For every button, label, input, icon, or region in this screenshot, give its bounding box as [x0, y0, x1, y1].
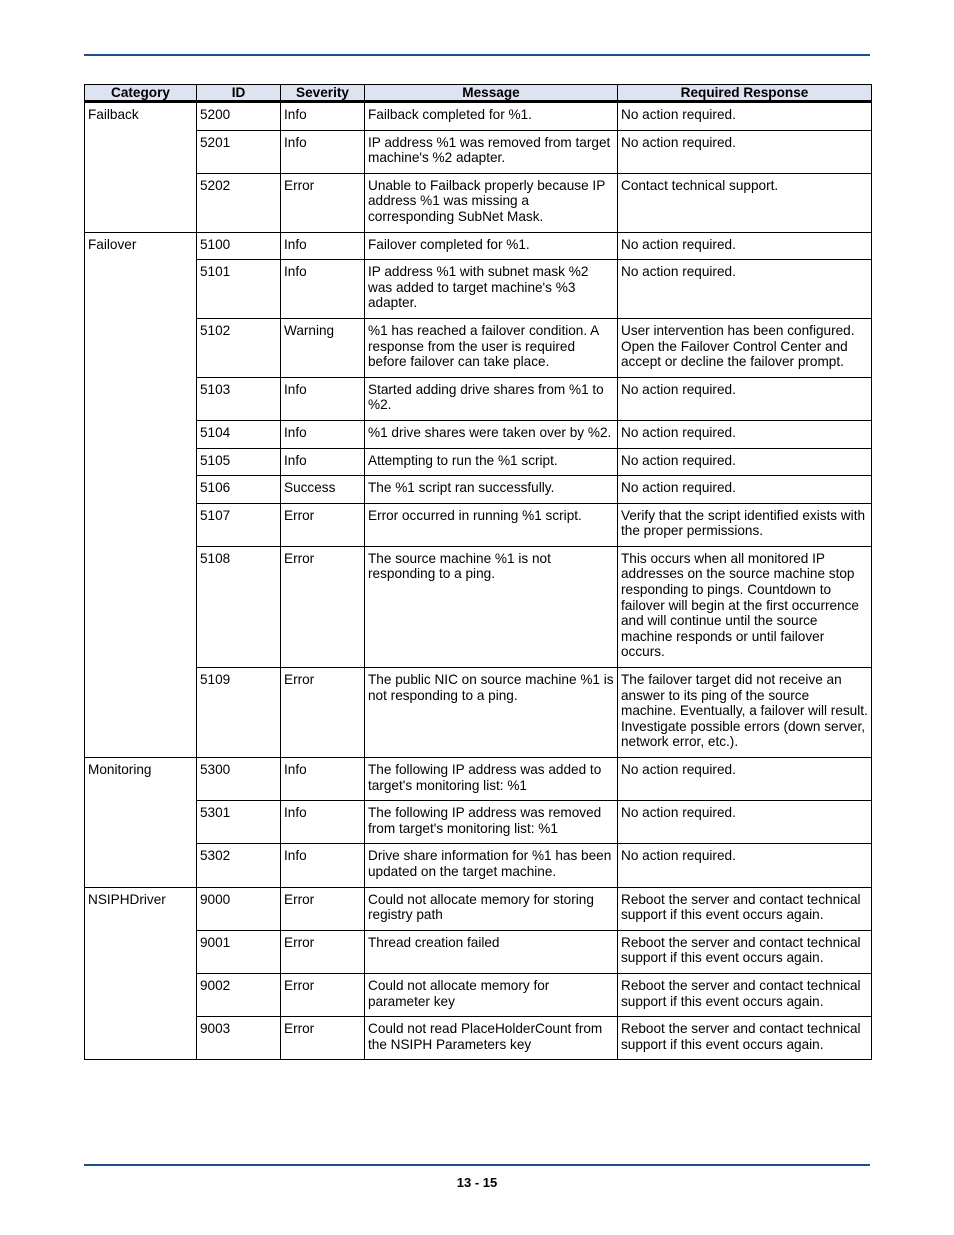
id-cell: 9003 — [197, 1017, 281, 1060]
severity-cell: Error — [281, 173, 365, 232]
id-cell: 5103 — [197, 377, 281, 420]
category-cell: Monitoring — [85, 758, 197, 888]
severity-cell: Error — [281, 668, 365, 758]
table-row — [85, 1017, 872, 1060]
id-cell: 5106 — [197, 476, 281, 504]
severity-cell: Error — [281, 887, 365, 930]
response-cell: No action required. — [618, 801, 872, 844]
response-cell: Reboot the server and contact technical support if this event occurs again. — [618, 887, 872, 930]
message-cell: Drive share information for %1 has been updated on the target machine. — [365, 844, 618, 887]
message-cell: Started adding drive shares from %1 to %2. — [365, 377, 618, 420]
message-cell: Thread creation failed — [365, 930, 618, 973]
response-cell: No action required. — [618, 130, 872, 173]
footer-rule — [84, 1164, 870, 1166]
response-cell: The failover target did not receive an answer to its ping of the source machine. Eventually, a failover will result. Investigate possible errors (down server, network error, etc.). — [618, 668, 872, 758]
severity-cell: Info — [281, 758, 365, 801]
response-cell: Reboot the server and contact technical support if this event occurs again. — [618, 1017, 872, 1060]
table-body — [85, 102, 872, 1060]
table-row — [85, 102, 872, 131]
event-table — [84, 84, 872, 1060]
table-row — [85, 973, 872, 1016]
id-cell: 5108 — [197, 546, 281, 667]
id-cell: 5100 — [197, 232, 281, 260]
table-row — [85, 377, 872, 420]
id-cell: 5107 — [197, 503, 281, 546]
severity-cell: Success — [281, 476, 365, 504]
response-cell: Verify that the script identified exists with the proper permissions. — [618, 503, 872, 546]
column-header-required-response: Required Response — [618, 85, 872, 102]
message-cell: The public NIC on source machine %1 is not responding to a ping. — [365, 668, 618, 758]
message-cell: The following IP address was removed from target's monitoring list: %1 — [365, 801, 618, 844]
id-cell: 5200 — [197, 102, 281, 131]
response-cell: This occurs when all monitored IP addresses on the source machine stop responding to pings. Countdown to failover will begin at the first occurrence and will continue until the source machine responds or until failover occurs. — [618, 546, 872, 667]
table-row — [85, 801, 872, 844]
table-row — [85, 448, 872, 476]
message-cell: IP address %1 was removed from target machine's %2 adapter. — [365, 130, 618, 173]
message-cell: Could not allocate memory for storing registry path — [365, 887, 618, 930]
severity-cell: Info — [281, 801, 365, 844]
table-header-row — [85, 85, 872, 102]
category-cell: Failover — [85, 232, 197, 757]
response-cell: No action required. — [618, 232, 872, 260]
id-cell: 9002 — [197, 973, 281, 1016]
message-cell: Could not read PlaceHolderCount from the NSIPH Parameters key — [365, 1017, 618, 1060]
message-cell: %1 has reached a failover condition. A response from the user is required before failover can take place. — [365, 318, 618, 377]
table-row — [85, 758, 872, 801]
table-row — [85, 668, 872, 758]
message-cell: %1 drive shares were taken over by %2. — [365, 420, 618, 448]
table-row — [85, 130, 872, 173]
response-cell: No action required. — [618, 448, 872, 476]
id-cell: 5202 — [197, 173, 281, 232]
id-cell: 5105 — [197, 448, 281, 476]
response-cell: Reboot the server and contact technical support if this event occurs again. — [618, 930, 872, 973]
table-row — [85, 476, 872, 504]
severity-cell: Info — [281, 260, 365, 319]
message-cell: Could not allocate memory for parameter key — [365, 973, 618, 1016]
id-cell: 5201 — [197, 130, 281, 173]
severity-cell: Error — [281, 503, 365, 546]
page-number: 13 - 15 — [456, 1175, 498, 1190]
table-row — [85, 887, 872, 930]
message-cell: The following IP address was added to target's monitoring list: %1 — [365, 758, 618, 801]
message-cell: Error occurred in running %1 script. — [365, 503, 618, 546]
table-row — [85, 260, 872, 319]
severity-cell: Info — [281, 420, 365, 448]
response-cell: User intervention has been configured. Open the Failover Control Center and accept or decline the failover prompt. — [618, 318, 872, 377]
severity-cell: Info — [281, 844, 365, 887]
severity-cell: Warning — [281, 318, 365, 377]
response-cell: Reboot the server and contact technical support if this event occurs again. — [618, 973, 872, 1016]
id-cell: 9000 — [197, 887, 281, 930]
severity-cell: Error — [281, 1017, 365, 1060]
table-row — [85, 503, 872, 546]
response-cell: No action required. — [618, 758, 872, 801]
severity-cell: Info — [281, 102, 365, 131]
id-cell: 9001 — [197, 930, 281, 973]
category-cell: Failback — [85, 102, 197, 233]
id-cell: 5104 — [197, 420, 281, 448]
column-header-severity: Severity — [281, 85, 365, 102]
message-cell: The source machine %1 is not responding to a ping. — [365, 546, 618, 667]
header-rule — [84, 54, 870, 56]
response-cell: Contact technical support. — [618, 173, 872, 232]
response-cell: No action required. — [618, 844, 872, 887]
message-cell: Failover completed for %1. — [365, 232, 618, 260]
response-cell: No action required. — [618, 476, 872, 504]
message-cell: IP address %1 with subnet mask %2 was added to target machine's %3 adapter. — [365, 260, 618, 319]
table-row — [85, 420, 872, 448]
severity-cell: Error — [281, 546, 365, 667]
response-cell: No action required. — [618, 420, 872, 448]
response-cell: No action required. — [618, 102, 872, 131]
id-cell: 5301 — [197, 801, 281, 844]
severity-cell: Info — [281, 448, 365, 476]
table-row — [85, 173, 872, 232]
severity-cell: Info — [281, 130, 365, 173]
table-row — [85, 318, 872, 377]
message-cell: Unable to Failback properly because IP address %1 was missing a corresponding SubNet Mask. — [365, 173, 618, 232]
severity-cell: Error — [281, 930, 365, 973]
severity-cell: Info — [281, 377, 365, 420]
id-cell: 5101 — [197, 260, 281, 319]
severity-cell: Error — [281, 973, 365, 1016]
id-cell: 5302 — [197, 844, 281, 887]
category-cell: NSIPHDriver — [85, 887, 197, 1060]
id-cell: 5102 — [197, 318, 281, 377]
table-row — [85, 930, 872, 973]
id-cell: 5109 — [197, 668, 281, 758]
column-header-category: Category — [85, 85, 197, 102]
message-cell: The %1 script ran successfully. — [365, 476, 618, 504]
message-cell: Failback completed for %1. — [365, 102, 618, 131]
table-row — [85, 546, 872, 667]
column-header-id: ID — [197, 85, 281, 102]
message-cell: Attempting to run the %1 script. — [365, 448, 618, 476]
severity-cell: Info — [281, 232, 365, 260]
response-cell: No action required. — [618, 260, 872, 319]
table-row — [85, 844, 872, 887]
column-header-message: Message — [365, 85, 618, 102]
table-row — [85, 232, 872, 260]
id-cell: 5300 — [197, 758, 281, 801]
response-cell: No action required. — [618, 377, 872, 420]
